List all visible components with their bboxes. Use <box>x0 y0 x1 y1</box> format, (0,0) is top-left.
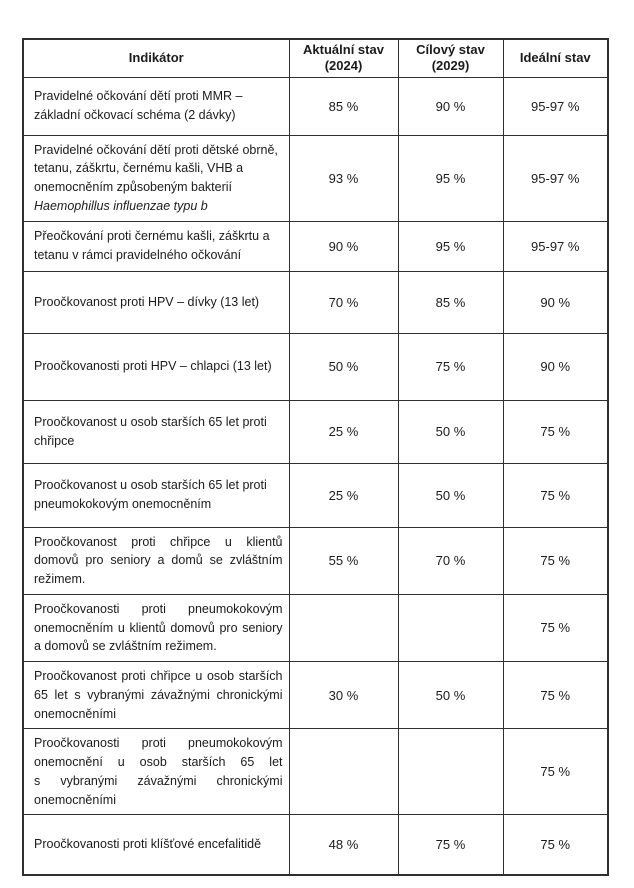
indicator-text: Proočkovanost u osob starších 65 let proti pneumokokovým onemocněním <box>34 478 267 511</box>
indicator-cell <box>23 463 289 527</box>
indicator-text: Proočkovanost u osob starších 65 let proti chřipce <box>34 414 267 448</box>
col-header-sub: (2029) <box>431 58 470 74</box>
ideal-value-cell: 95-97 % <box>503 135 608 221</box>
indicator-text: Proočkovanost proti chřipce u osob starších 65 let s vybranými závažnými chronickými onemocněními <box>34 669 283 721</box>
indicator-text: Proočkovanosti proti pneumokokovým onemocnění u osob starších 65 let s vybranými závažnými chronickými onemocněními <box>34 736 283 807</box>
target-value-cell: 90 % <box>398 77 503 135</box>
table-row <box>23 400 608 463</box>
indicator-cell <box>23 662 289 729</box>
current-value-cell <box>289 729 398 815</box>
target-value-cell: 95 % <box>398 221 503 271</box>
indicator-cell <box>23 400 289 463</box>
table-row <box>23 333 608 400</box>
ideal-value-cell: 90 % <box>503 333 608 400</box>
indicator-text-italic: Haemophillus influenzae typu b <box>34 198 208 213</box>
current-value-cell: 93 % <box>289 135 398 221</box>
target-value-cell: 50 % <box>398 400 503 463</box>
col-header-sub: (2024) <box>324 58 363 74</box>
indicator-cell <box>23 815 289 875</box>
header-row <box>23 39 608 77</box>
current-value-cell: 70 % <box>289 271 398 333</box>
current-value-cell <box>289 594 398 661</box>
ideal-value-cell: 75 % <box>503 662 608 729</box>
current-value-cell: 50 % <box>289 333 398 400</box>
ideal-value-cell: 75 % <box>503 400 608 463</box>
indicator-cell <box>23 594 289 661</box>
table-row <box>23 527 608 594</box>
ideal-value-cell: 95-97 % <box>503 77 608 135</box>
table-row <box>23 662 608 729</box>
indicator-cell <box>23 135 289 221</box>
current-value-cell: 30 % <box>289 662 398 729</box>
col-header-target <box>398 39 503 77</box>
table-row <box>23 77 608 135</box>
indicator-text: Proočkovanosti proti HPV – chlapci (13 let) <box>34 359 272 374</box>
col-header-ideal <box>503 39 608 77</box>
ideal-value-cell: 75 % <box>503 463 608 527</box>
target-value-cell: 75 % <box>398 333 503 400</box>
table-row <box>23 221 608 271</box>
ideal-value-cell: 95-97 % <box>503 221 608 271</box>
table-row <box>23 271 608 333</box>
indicator-text: Pravidelné očkování dětí proti dětské obrně, tetanu, záškrtu, černému kašli, VHB a onemocněním způsobeným bakterií <box>34 142 278 194</box>
target-value-cell: 70 % <box>398 527 503 594</box>
col-header-label: Cílový stav <box>416 42 485 57</box>
target-value-cell: 50 % <box>398 463 503 527</box>
ideal-value-cell: 75 % <box>503 729 608 815</box>
indicator-cell <box>23 729 289 815</box>
target-value-cell: 75 % <box>398 815 503 875</box>
ideal-value-cell: 75 % <box>503 815 608 875</box>
current-value-cell: 85 % <box>289 77 398 135</box>
target-value-cell <box>398 729 503 815</box>
current-value-cell: 25 % <box>289 400 398 463</box>
ideal-value-cell: 75 % <box>503 527 608 594</box>
target-value-cell: 95 % <box>398 135 503 221</box>
target-value-cell: 85 % <box>398 271 503 333</box>
current-value-cell: 90 % <box>289 221 398 271</box>
current-value-cell: 55 % <box>289 527 398 594</box>
target-value-cell: 50 % <box>398 662 503 729</box>
table-row <box>23 463 608 527</box>
table-row <box>23 594 608 661</box>
current-value-cell: 25 % <box>289 463 398 527</box>
indicator-cell <box>23 77 289 135</box>
indicator-text: Proočkovanosti proti pneumokokovým onemocněním u klientů domovů pro seniory a domovů se zvláštním režimem. <box>34 601 283 654</box>
indicator-text: Pravidelné očkování dětí proti MMR – základní očkovací schéma (2 dávky) <box>34 89 243 122</box>
indicator-text: Proočkovanosti proti klíšťové encefalitidě <box>34 837 262 852</box>
ideal-value-cell: 90 % <box>503 271 608 333</box>
col-header-label: Ideální stav <box>519 50 591 66</box>
current-value-cell: 48 % <box>289 815 398 875</box>
col-header-current <box>289 39 398 77</box>
table-row <box>23 135 608 221</box>
indicator-text: Proočkovanost proti chřipce u klientů domovů pro seniory a domů se zvláštním režimem. <box>34 534 283 586</box>
col-header-label: Aktuální stav <box>303 42 384 57</box>
table-row <box>23 729 608 815</box>
indicator-table <box>22 38 609 876</box>
indicator-table-body <box>23 77 608 875</box>
indicator-cell <box>23 221 289 271</box>
indicator-cell <box>23 527 289 594</box>
indicator-cell <box>23 333 289 400</box>
ideal-value-cell: 75 % <box>503 594 608 661</box>
col-header-label: Indikátor <box>128 50 184 66</box>
col-header-indicator <box>23 39 289 77</box>
indicator-cell <box>23 271 289 333</box>
target-value-cell <box>398 594 503 661</box>
indicator-text: Přeočkování proti černému kašli, záškrtu a tetanu v rámci pravidelného očkování <box>34 229 270 262</box>
table-row <box>23 815 608 875</box>
indicator-text: Proočkovanost proti HPV – dívky (13 let) <box>34 294 260 309</box>
